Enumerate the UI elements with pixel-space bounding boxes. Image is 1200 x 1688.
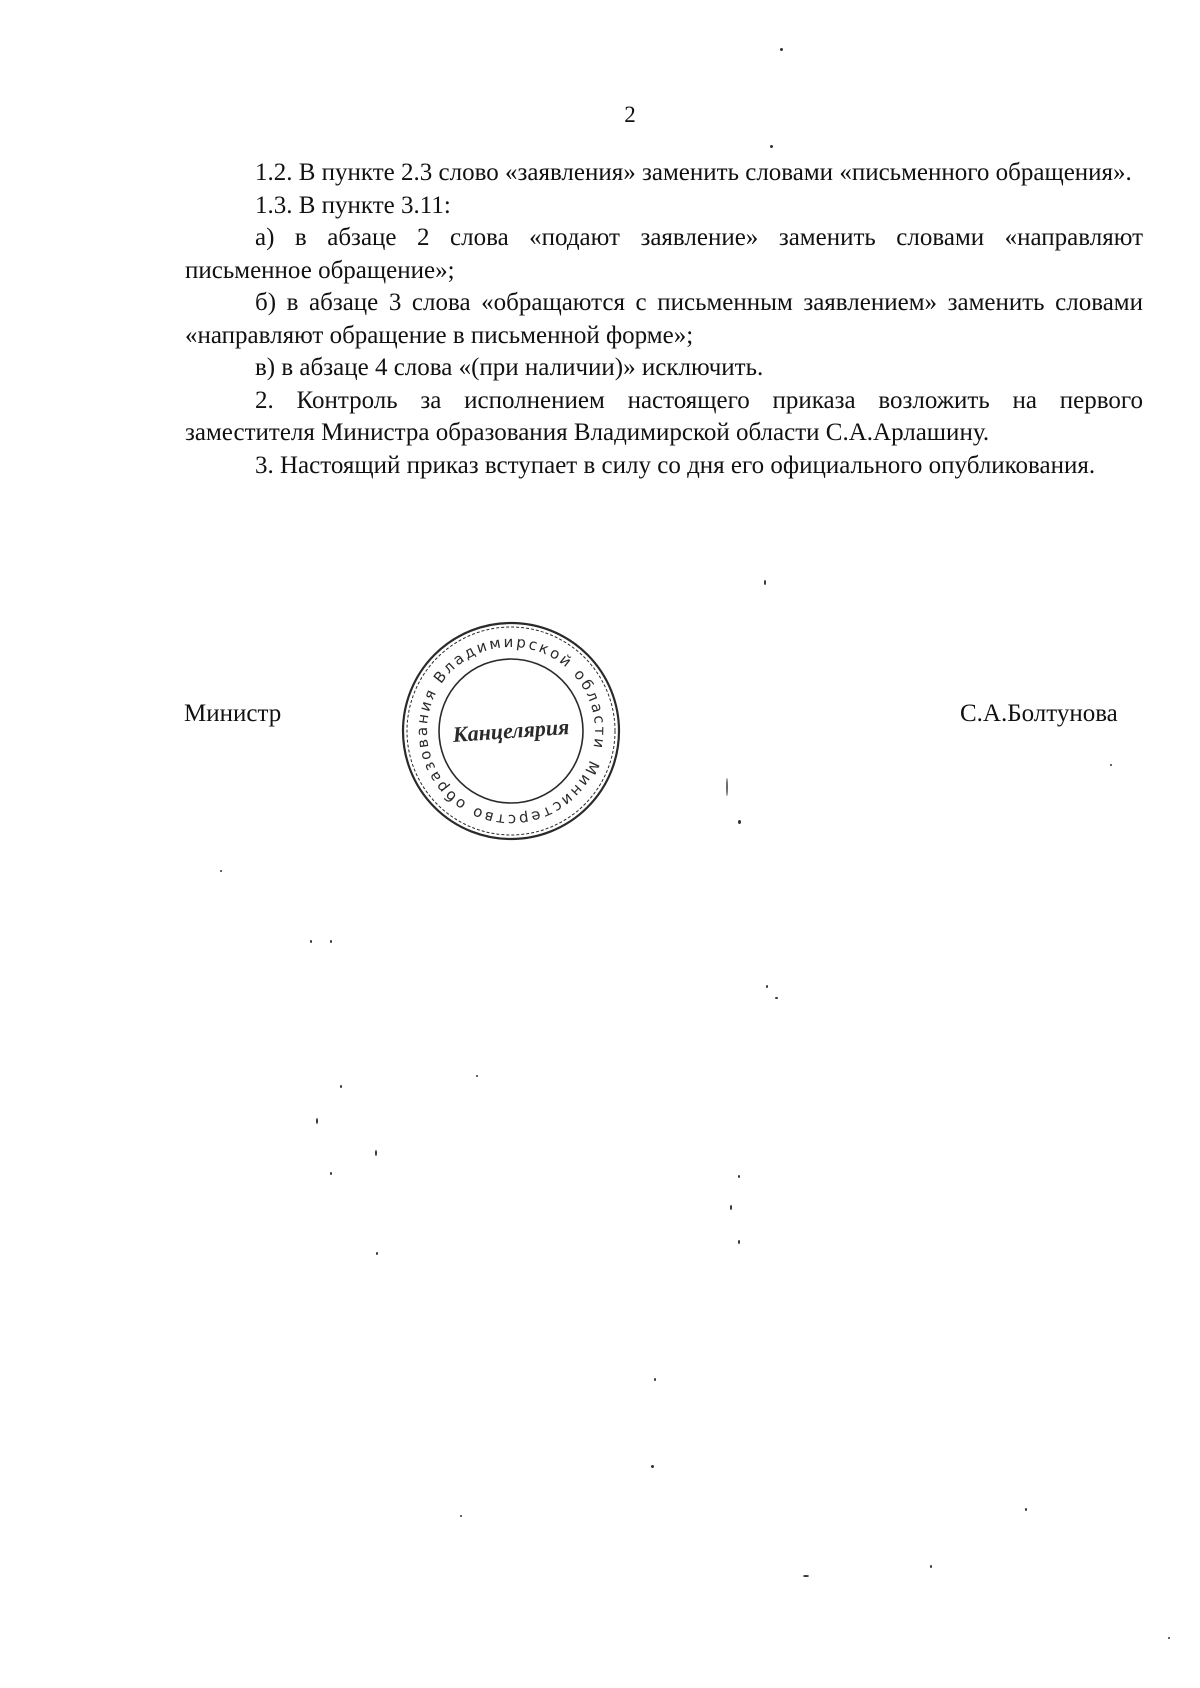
scan-speck: [775, 997, 778, 999]
scan-speck: [780, 48, 783, 51]
scan-speck: [340, 1085, 342, 1088]
scan-speck: [375, 1150, 377, 1156]
scan-speck: [376, 1252, 378, 1255]
scan-speck: [1168, 1637, 1170, 1639]
scan-speck: [1025, 1508, 1027, 1511]
paragraph-1-3-b: б) в абзаце 3 слова «обращаются с письменным заявлением» заменить словами «направляют обращение в письменной форме»;: [185, 289, 1143, 349]
scan-speck: [220, 870, 222, 872]
scan-speck: [738, 820, 741, 824]
scan-speck: [726, 778, 728, 796]
stamp-center-text: Канцелярия: [451, 713, 571, 748]
official-stamp: [398, 618, 624, 844]
paragraph-2: 2. Контроль за исполнением настоящего приказа возложить на первого заместителя Министра образования Владимирской области С.А.Арлашину.: [185, 386, 1143, 446]
document-body: [185, 157, 1143, 482]
stamp-seal-graphic: [398, 618, 624, 844]
paragraph-3: 3. Настоящий приказ вступает в силу со дня его официального опубликования.: [255, 451, 1096, 479]
scan-speck: [803, 1575, 809, 1577]
signer-name: С.А.Болтунова: [960, 700, 1118, 727]
scan-speck: [651, 1465, 654, 1468]
scan-speck: [460, 1515, 462, 1517]
signer-title: Министр: [184, 700, 282, 727]
paragraph-1-3-a: а) в абзаце 2 слова «подают заявление» заменить словами «направляют письменное обращение»;: [185, 224, 1143, 284]
stamp-ring-text: Министерство образования Владимирской области: [412, 632, 610, 830]
scan-speck: [738, 1240, 740, 1244]
scan-speck: [738, 1175, 740, 1178]
paragraph-1-3: 1.3. В пункте 3.11:: [255, 191, 451, 219]
scan-speck: [764, 580, 766, 585]
scan-speck: [930, 1565, 932, 1568]
scan-speck: [330, 1172, 332, 1175]
scan-speck: [310, 940, 312, 943]
scan-speck: [730, 1205, 732, 1210]
scan-speck: [770, 145, 773, 148]
scan-speck: [654, 1378, 656, 1381]
page-number: 2: [624, 102, 636, 127]
scan-speck: [476, 1075, 478, 1077]
scan-speck: [766, 985, 768, 988]
scan-speck: [330, 940, 332, 943]
paragraph-1-2: 1.2. В пункте 2.3 слово «заявления» заменить словами «письменного обращения».: [255, 159, 1132, 186]
scan-speck: [1110, 764, 1112, 766]
scan-speck: [316, 1118, 318, 1124]
paragraph-1-3-v: в) в абзаце 4 слова «(при наличии)» исключить.: [255, 354, 764, 381]
